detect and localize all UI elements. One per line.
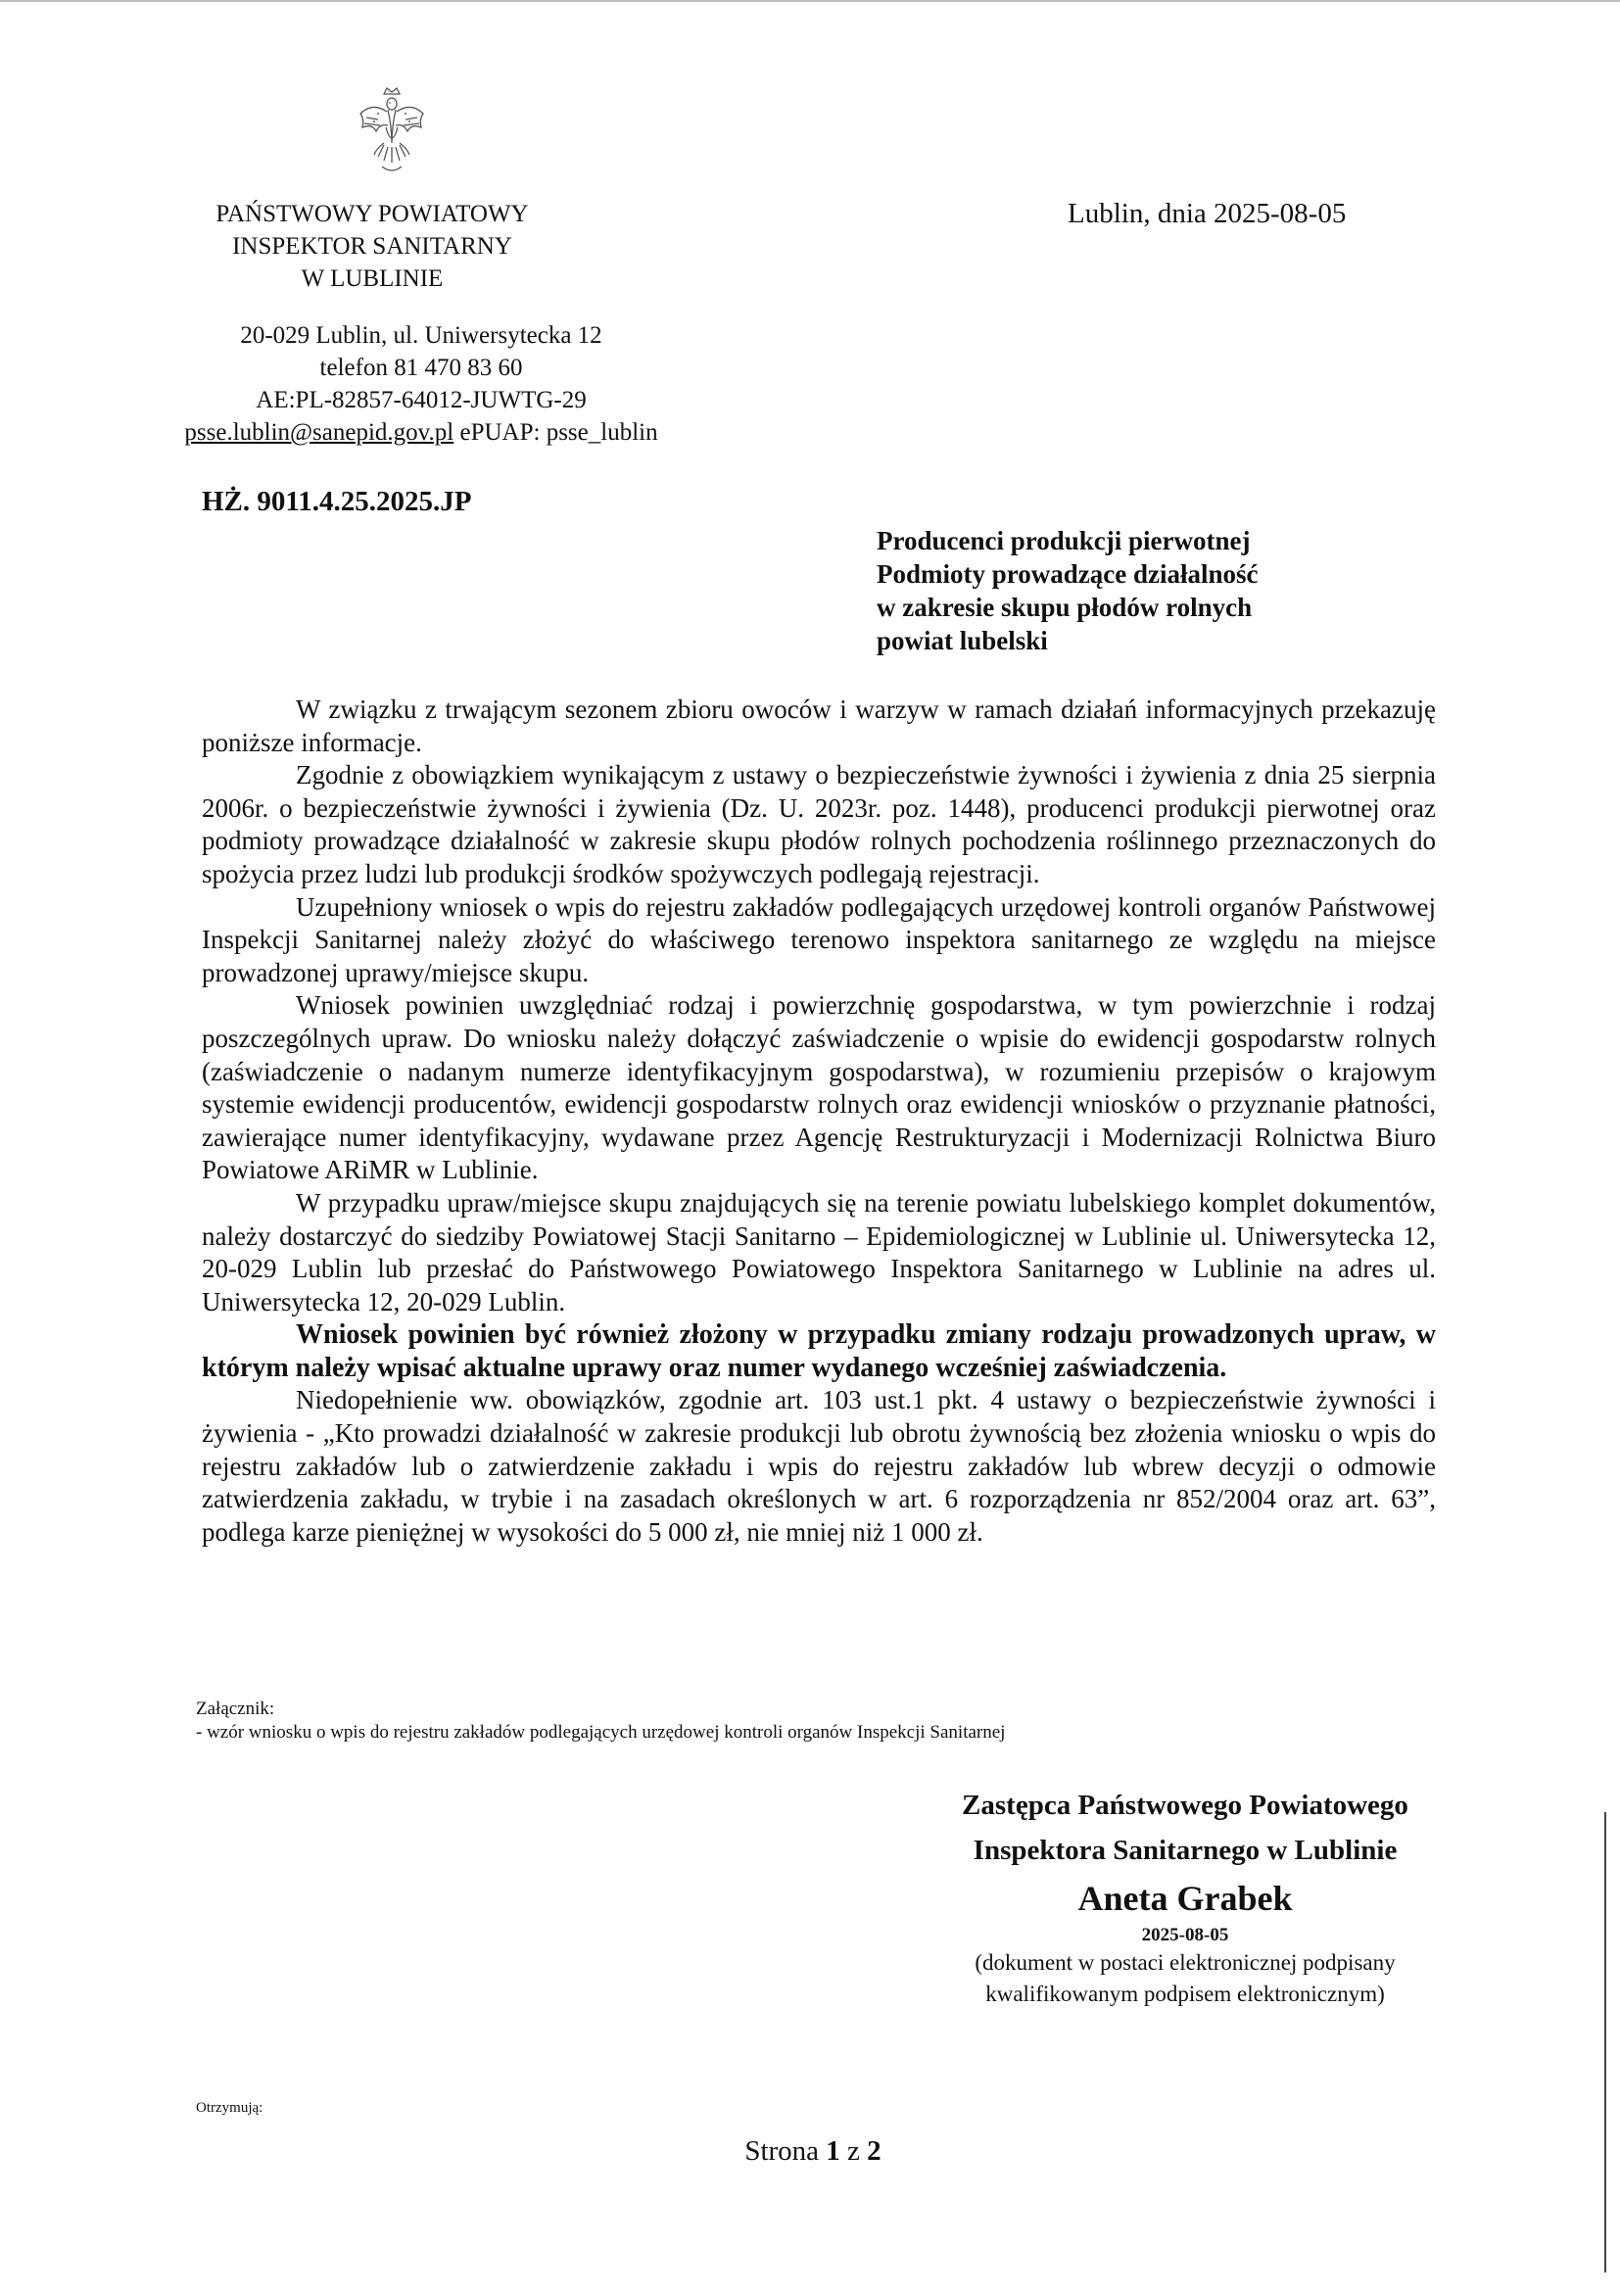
page-total: 2 — [867, 2135, 881, 2167]
body-paragraph: Niedopełnienie ww. obowiązków, zgodnie art. 103 ust.1 pkt. 4 ustawy o bezpieczeństwie żywności i żywienia - „Kto prowadzi działalność w zakresie produkcji lub obrotu żywnością bez złożenia wniosku o wpis do rejestru zakładów lub o zatwierdzenie zakładu i wpis do rejestru zakładów lub wbrew decyzji o odmowie zatwierdzenia zakładu, w trybie i na zasadach określonych w art. 6 rozporządzenia nr 852/2004 oraz art. 63”, podlega karze pieniężnej w wysokości do 5 000 zł, nie mniej niż 1 000 zł. — [202, 1385, 1436, 1547]
addressee-line: Podmioty prowadzące działalność — [877, 559, 1259, 589]
signature-date: 2025-08-05 — [1141, 1925, 1229, 1945]
recipients-label: Otrzymują: — [196, 2100, 263, 2116]
reference-number: HŻ. 9011.4.25.2025.JP — [202, 486, 472, 517]
addressee-block — [877, 524, 1258, 657]
body-paragraph: W związku z trwającym sezonem zbioru owoców i warzyw w ramach działań informacyjnych przekazuję poniższe informacje. — [202, 694, 1436, 757]
signatory-name: Aneta Grabek — [1077, 1879, 1293, 1918]
signatory-title: Inspektora Sanitarnego w Lublinie — [973, 1835, 1398, 1866]
body-paragraph: Uzupełniony wniosek o wpis do rejestru zakładów podlegających urzędowej kontroli organów Państwowej Inspekcji Sanitarnej należy złożyć do właściwego terenowo inspektora sanitarnego ze względu na miejsce prowadzonej uprawy/miejsce skupu. — [202, 891, 1436, 987]
issuer-name — [167, 198, 578, 295]
page-prefix: Strona — [744, 2135, 827, 2167]
issuer-line: W LUBLINIE — [301, 265, 444, 292]
issuer-line: INSPEKTOR SANITARNY — [232, 233, 512, 260]
page-number — [705, 2135, 921, 2168]
document-date: Lublin, dnia 2025-08-05 — [1068, 198, 1347, 229]
contact-ae: AE:PL-82857-64012-JUWTG-29 — [256, 387, 587, 413]
page-right-border — [1604, 1812, 1606, 2272]
page-top-border — [0, 0, 1620, 2]
attachment-item: - wzór wniosku o wpis do rejestru zakładów podlegających urzędowej kontroli organów Inspekcji Sanitarnej — [196, 1722, 1006, 1743]
addressee-line: powiat lubelski — [877, 626, 1048, 655]
body-paragraph: Zgodnie z obowiązkiem wynikającym z ustawy o bezpieczeństwie żywności i żywienia z dnia 25 sierpnia 2006r. o bezpieczeństwie żywności i żywienia (Dz. U. 2023r. poz. 1448), producenci produkcji pierwotnej oraz podmioty prowadzące działalność w zakresie skupu płodów rolnych pochodzenia roślinnego przeznaczonych do spożycia przez ludzi lub produkcji środków spożywczych podlegają rejestracji. — [202, 760, 1436, 888]
contact-phone: telefon 81 470 83 60 — [319, 355, 523, 381]
attachment-block — [196, 1698, 1005, 1745]
letter-body — [202, 694, 1436, 1549]
issuer-contact — [147, 319, 695, 449]
addressee-line: Producenci produkcji pierwotnej — [877, 526, 1251, 555]
attachment-label: Załącznik: — [196, 1698, 275, 1719]
contact-email-link[interactable]: psse.lublin@sanepid.gov.pl — [184, 419, 454, 446]
body-paragraph: Wniosek powinien uwzględniać rodzaj i powierzchnię gospodarstwa, w tym powierzchnie i rodzaj poszczególnych upraw. Do wniosku należy dołączyć zaświadczenie o wpisie do ewidencji gospodarstw rolnych (zaświadczenie o nadanym numerze identyfikacyjnym gospodarstwa), w rozumieniu przepisów o krajowym systemie ewidencji producentów, ewidencji gospodarstw rolnych oraz ewidencji wniosków o przyznanie płatności, zawierające numer identyfikacyjny, wydawane przez Agencję Restrukturyzacji i Modernizacji Rolnictwa Biuro Powiatowe ARiMR w Lublinie. — [202, 990, 1436, 1185]
page-current: 1 — [826, 2135, 840, 2167]
signature-note: (dokument w postaci elektronicznej podpisany — [975, 1950, 1396, 1975]
body-paragraph-emphasis: Wniosek powinien być również złożony w przypadku zmiany rodzaju prowadzonych upraw, w którym należy wpisać aktualne uprawy oraz numer wydanego wcześniej zaświadczenia. — [202, 1319, 1436, 1383]
signature-note: kwalifikowanym podpisem elektronicznym) — [985, 1982, 1385, 2006]
signature-block — [886, 1783, 1484, 2010]
contact-address: 20-029 Lublin, ul. Uniwersytecka 12 — [240, 322, 602, 349]
contact-epuap: ePUAP: psse_lublin — [453, 419, 658, 446]
signatory-title: Zastępca Państwowego Powiatowego — [962, 1790, 1408, 1821]
eagle-emblem-icon — [355, 84, 429, 178]
contact-email-line — [147, 416, 695, 449]
issuer-line: PAŃSTWOWY POWIATOWY — [215, 201, 529, 227]
addressee-line: w zakresie skupu płodów rolnych — [877, 593, 1253, 622]
page-mid: z — [839, 2135, 868, 2167]
body-paragraph: W przypadku upraw/miejsce skupu znajdujących się na terenie powiatu lubelskiego komplet dokumentów, należy dostarczyć do siedziby Powiatowej Stacji Sanitarno – Epidemiologicznej w Lublinie ul. Uniwersytecka 12, 20-029 Lublin lub przesłać do Państwowego Powiatowego Inspektora Sanitarnego w Lublinie na adres ul. Uniwersytecka 12, 20-029 Lublin. — [202, 1187, 1436, 1316]
